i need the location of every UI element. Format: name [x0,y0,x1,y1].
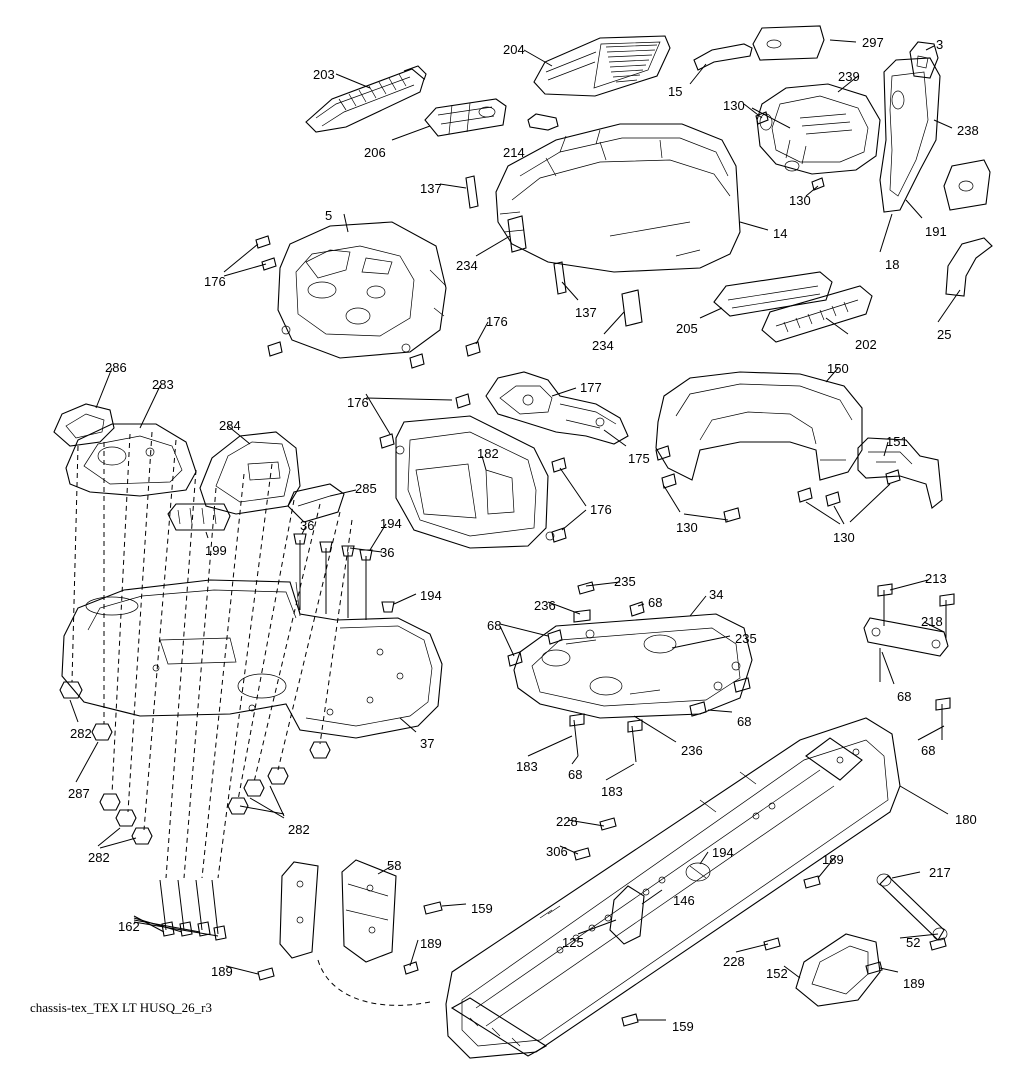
part-214 [528,114,558,130]
part-283 [66,424,196,496]
callout-68: 68 [487,618,502,633]
callout-159: 159 [672,1019,694,1034]
callout-183: 183 [601,784,623,799]
part-217 [877,874,947,940]
callout-68: 68 [921,743,936,758]
callout-284: 284 [219,418,241,433]
part-234-b [622,290,642,326]
callout-130: 130 [723,98,745,113]
callout-130: 130 [789,193,811,208]
callout-68: 68 [648,595,663,610]
callout-286: 286 [105,360,127,375]
part-191 [944,160,990,210]
part-5 [278,222,446,358]
part-137-b [554,262,566,294]
callout-68: 68 [897,689,912,704]
callout-191: 191 [925,224,947,239]
callout-228: 228 [723,954,745,969]
callout-52: 52 [906,935,921,950]
callout-137: 137 [420,181,442,196]
callout-282: 282 [70,726,92,741]
callout-15: 15 [668,84,683,99]
callout-306: 306 [546,844,568,859]
callout-282: 282 [88,850,110,865]
callout-152: 152 [766,966,788,981]
diagram-caption: chassis-tex_TEX LT HUSQ_26_r3 [30,1000,212,1015]
callout-204: 204 [503,42,525,57]
part-297 [753,26,824,60]
callout-34: 34 [709,587,724,602]
callout-130: 130 [676,520,698,535]
callout-37: 37 [420,736,435,751]
callout-58: 58 [387,858,402,873]
callout-283: 283 [152,377,174,392]
callout-180: 180 [955,812,977,827]
callout-189: 189 [822,852,844,867]
fasteners [60,112,954,1026]
callout-130: 130 [833,530,855,545]
part-25 [946,238,992,296]
part-14 [496,124,740,272]
callout-213: 213 [925,571,947,586]
callout-194: 194 [712,845,734,860]
callout-218: 218 [921,614,943,629]
callout-3: 3 [936,37,944,52]
callout-214: 214 [503,145,525,160]
callout-176: 176 [204,274,226,289]
callout-199: 199 [205,543,227,558]
callout-234: 234 [456,258,478,273]
part-34 [514,614,752,718]
callout-202: 202 [855,337,877,352]
callout-137: 137 [575,305,597,320]
callout-68: 68 [737,714,752,729]
callout-206: 206 [364,145,386,160]
callout-282: 282 [288,822,310,837]
callout-189: 189 [211,964,233,979]
callout-236: 236 [681,743,703,758]
callout-205: 205 [676,321,698,336]
callout-203: 203 [313,67,335,82]
callout-125: 125 [562,935,584,950]
callout-162: 162 [118,919,140,934]
part-199 [168,504,230,530]
callout-183: 183 [516,759,538,774]
callout-235: 235 [614,574,636,589]
callout-189: 189 [903,976,925,991]
callout-176: 176 [590,502,612,517]
part-286 [54,404,114,446]
part-177-175 [486,372,628,444]
part-194-frame [686,863,710,881]
callout-151: 151 [886,434,908,449]
part-150 [656,372,862,480]
callout-25: 25 [937,327,952,342]
callout-235: 235 [735,631,757,646]
callout-239: 239 [838,69,860,84]
callout-14: 14 [773,226,788,241]
callout-238: 238 [957,123,979,138]
callout-175: 175 [628,451,650,466]
part-239 [757,84,880,174]
part-285 [288,484,344,522]
part-125 [610,886,644,944]
callout-36: 36 [300,518,315,533]
callout-234: 234 [592,338,614,353]
callout-194: 194 [420,588,442,603]
part-204 [534,36,670,96]
callout-146: 146 [673,893,695,908]
part-58 [280,860,430,1005]
part-180 [446,718,900,1058]
callout-189: 189 [420,936,442,951]
callout-236: 236 [534,598,556,613]
callout-176: 176 [486,314,508,329]
callout-68: 68 [568,767,583,782]
callout-228: 228 [556,814,578,829]
callout-159: 159 [471,901,493,916]
callout-217: 217 [929,865,951,880]
callout-176: 176 [347,395,369,410]
part-238 [880,58,940,212]
callout-194: 194 [380,516,402,531]
part-15 [694,44,752,70]
callout-182: 182 [477,446,499,461]
callout-297: 297 [862,35,884,50]
callout-287: 287 [68,786,90,801]
part-137-a [466,176,478,208]
callout-36: 36 [380,545,395,560]
part-206 [425,99,506,136]
callout-150: 150 [827,361,849,376]
part-205 [714,272,832,316]
callout-285: 285 [355,481,377,496]
part-182 [396,416,554,548]
callout-18: 18 [885,257,900,272]
callout-177: 177 [580,380,602,395]
callout-5: 5 [325,208,333,223]
